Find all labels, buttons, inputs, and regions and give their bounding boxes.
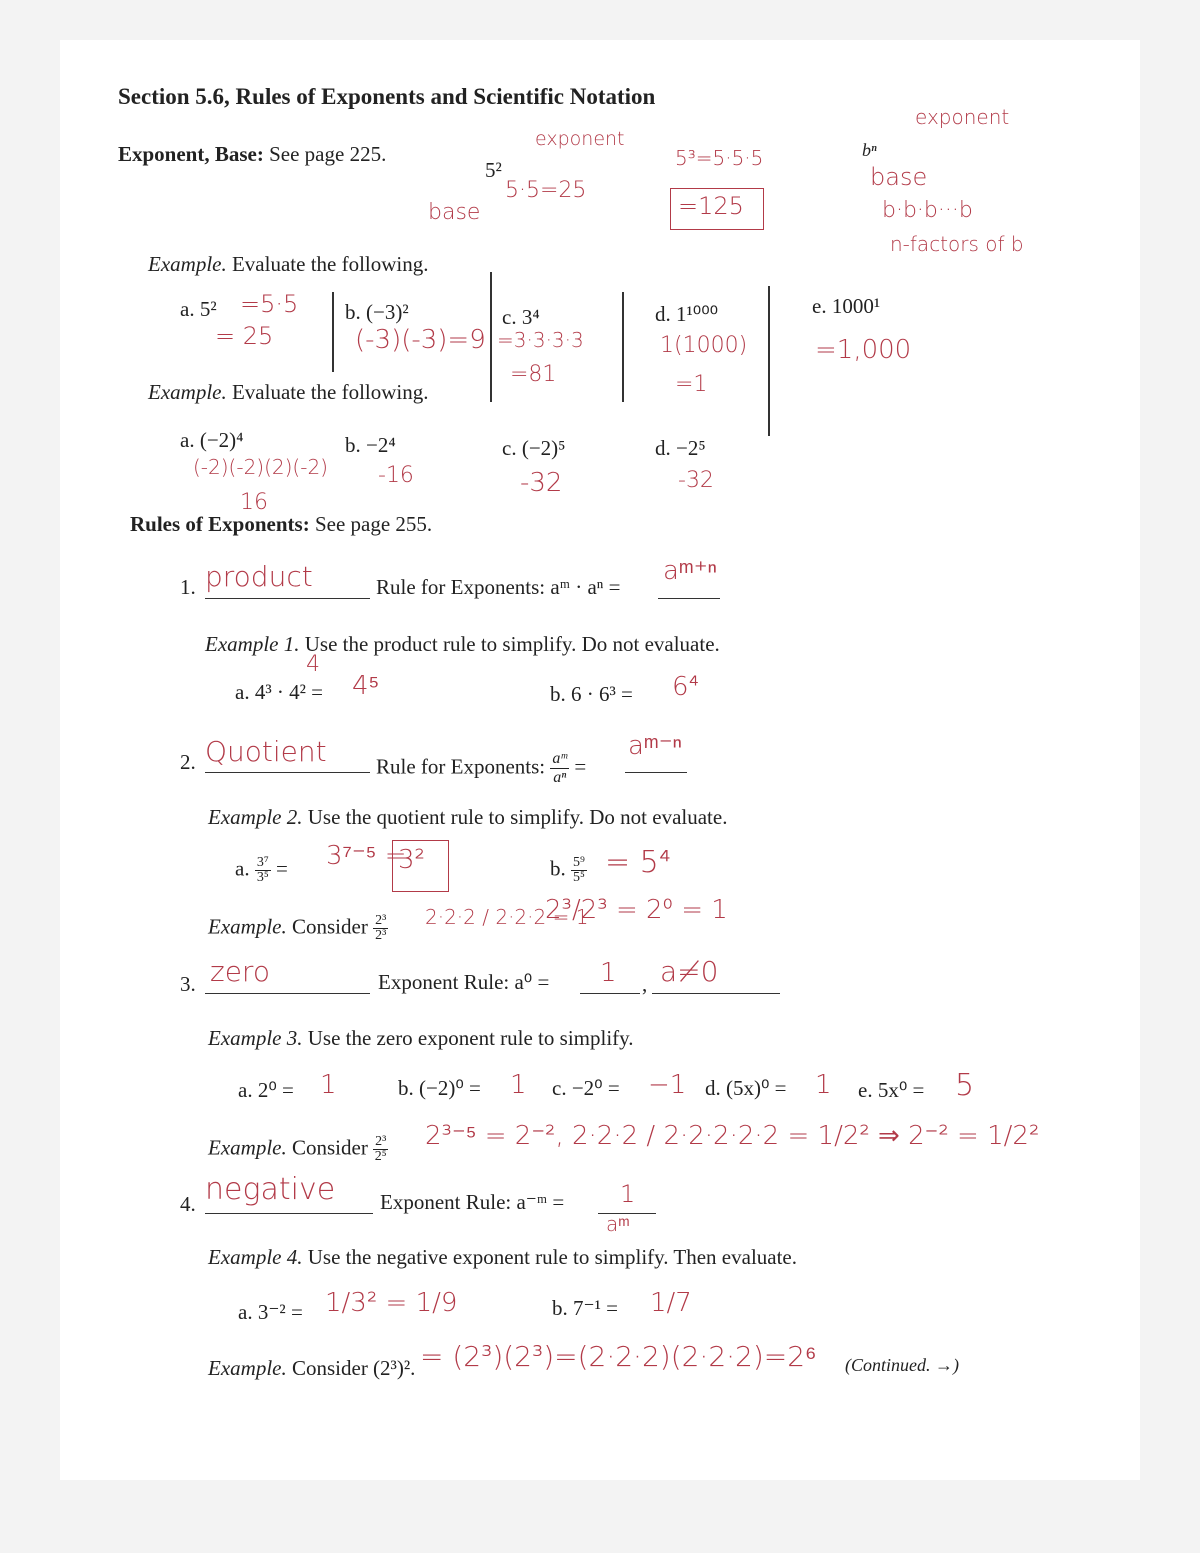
hw-rule2-consider1: 2·2·2 / 2·2·2 = 1 [425,905,589,929]
exp-base-example: 5² [485,158,502,182]
hw-rule4-name: negative [205,1172,336,1207]
exp-base-see: See page 225. [269,142,387,166]
rule3-c-den: 2⁵ [374,1149,387,1164]
rules-see: See page 255. [314,512,433,536]
ex2-a: a. (−2)⁴ [180,428,244,452]
hw-ex1-c2: =81 [510,362,557,387]
hw-rule3-e: 5 [955,1068,975,1103]
blank-line [652,993,780,994]
rule2-consider [208,914,388,943]
hw-base-label: base [428,200,481,225]
rule3-text: Exponent Rule: a⁰ = [378,970,550,994]
rule4-example-text: Use the negative exponent rule to simplify. Then evaluate. [307,1245,797,1269]
ex1-a: a. 5² [180,297,217,321]
continued-label: (Continued. →) [845,1355,959,1375]
rule2-frac-num: aᵐ [552,750,568,767]
ex2-c: c. (−2)⁵ [502,436,566,460]
hw-ex2-a1: (-2)(-2)(2)(-2) [193,455,328,479]
example-2-heading [148,380,429,405]
blank-line [625,772,687,773]
hw-ex1-a2: = 25 [215,322,274,350]
divider [332,292,334,372]
ex2-d: d. −2⁵ [655,436,706,460]
hw-ex1-d1: 1(1000) [660,333,748,358]
hw-rule4-a: 1/3² = 1/9 [325,1288,458,1318]
hw-ex2-a2: 16 [240,490,268,515]
hw-general-exponent: exponent [915,105,1010,129]
hw-rule1-answer: aᵐ⁺ⁿ [663,556,718,586]
ex1-d: d. 1¹⁰⁰⁰ [655,302,719,326]
rule2-num: 2. [180,750,196,774]
ex1-c: c. 3⁴ [502,305,540,329]
hw-rule3-c: −1 [648,1070,687,1100]
hw-rule4-num: 1 [620,1180,636,1208]
hw-rule1-a: 4⁵ [352,671,380,701]
rules-heading [130,512,432,537]
rule3-consider-em: Example. [208,1135,287,1160]
exp-base-line [118,142,386,167]
rule4-example [208,1245,797,1270]
hw-ex1-d2: =1 [675,372,708,397]
rule2-a-num: 3⁷ [256,855,269,870]
rule3-example [208,1026,634,1051]
hw-ex1-c1: =3·3·3·3 [497,328,584,352]
rule4-text: Exponent Rule: a⁻ᵐ = [380,1190,565,1214]
rule2-b-den: 5⁵ [573,870,585,885]
hw-rule3-d: 1 [815,1070,832,1100]
rule4-consider [208,1356,415,1381]
ex2-b: b. −2⁴ [345,433,396,457]
rule2-b [550,856,587,885]
hw-rule3-name: zero [210,955,270,988]
hw-rule2-b: = 5⁴ [605,845,671,880]
hw-rule4-b: 1/7 [650,1288,692,1318]
hw-rule4-consider: = (2³)(2³)=(2·2·2)(2·2·2)=2⁶ [420,1340,817,1373]
rule2-fraction [550,750,569,787]
rule2-example-text: Use the quotient rule to simplify. Do not evaluate. [307,805,728,829]
example-1-text: Evaluate the following. [231,252,429,276]
hw-rule4-den: aᵐ [606,1212,630,1236]
rule4-consider-em: Example. [208,1356,287,1380]
rule2-a-label: a. [235,856,250,881]
hw-rule1-name: product [205,560,313,593]
divider [490,272,492,402]
hw-ex2-b: -16 [378,463,414,488]
rule1-example-em: Example 1. [205,632,300,656]
rule4-num: 4. [180,1192,196,1216]
rule2-text-line [376,750,586,787]
rule1-example-text: Use the product rule to simplify. Do not evaluate. [304,632,720,656]
hw-rule3-consider: 2³⁻⁵ = 2⁻², 2·2·2 / 2·2·2·2·2 = 1/2² ⇒ 2⁻² = 1/2² [425,1121,1040,1151]
rule2-b-fraction [571,856,587,885]
rule4-b: b. 7⁻¹ = [552,1296,618,1320]
hw-rule2-a: 3⁷⁻⁵ = [326,841,407,871]
rule2-b-label: b. [550,856,566,881]
hw-rule3-a: 1 [320,1070,337,1100]
rule1-num: 1. [180,575,196,599]
blank-line [205,1213,373,1214]
rule1-text: Rule for Exponents: aᵐ · aⁿ = [376,575,621,599]
rule2-c-den: 2³ [375,928,387,943]
divider [768,286,770,436]
page-title: Section 5.6, Rules of Exponents and Scientific Notation [118,84,656,109]
hw-expand-1: 5·5=25 [505,178,587,203]
ex1-b: b. (−3)² [345,300,409,324]
rule3-b: b. (−2)⁰ = [398,1076,481,1100]
rule2-example-em: Example 2. [208,805,303,829]
hw-expand-2: 5³=5·5·5 [675,146,764,170]
rule3-example-text: Use the zero exponent rule to simplify. [307,1026,634,1050]
rule1-example [205,632,720,657]
general-power: bⁿ [862,140,877,160]
rule3-e: e. 5x⁰ = [858,1078,925,1102]
hw-ex2-c: -32 [520,468,563,498]
blank-line [205,993,370,994]
example-1-heading [148,252,429,277]
rule2-a-fraction [255,856,271,885]
rule3-consider-fraction [373,1135,388,1164]
rule3-comma: , [642,972,648,996]
hw-factors: n-factors of b [890,232,1024,256]
divider [622,292,624,402]
rule4-a: a. 3⁻² = [238,1300,303,1324]
hw-125: =125 [678,192,744,220]
blank-line [205,598,370,599]
rule2-consider-fraction [373,914,388,943]
blank-line [205,772,370,773]
hw-rule2-consider2: 2³/2³ = 2⁰ = 1 [545,895,728,925]
rule2-text: Rule for Exponents: [376,754,546,779]
rule3-consider-text: Consider [291,1135,368,1160]
rule3-consider [208,1135,388,1164]
rule4-example-em: Example 4. [208,1245,303,1269]
rule3-num: 3. [180,972,196,996]
rule2-eq: = [574,754,587,779]
hw-ex1-e: =1,000 [815,335,912,365]
hw-ex1-b: (-3)(-3)=9 [355,325,486,355]
hw-rule3-b: 1 [510,1070,527,1100]
rule4-consider-text: Consider (2³)². [291,1356,416,1380]
rule2-b-num: 5⁹ [573,855,585,870]
hw-rule2-name: Quotient [205,735,327,768]
rule2-c-num: 2³ [375,913,387,928]
rule2-a-eq: = [275,856,288,881]
hw-exponent-label: exponent [535,128,625,150]
ex1-e: e. 1000¹ [812,294,881,318]
hw-ex2-d: -32 [678,468,714,493]
rules-label: Rules of Exponents: [130,512,310,536]
hw-rule1-b: 6⁴ [672,672,699,702]
rule2-frac-den: aⁿ [553,769,567,786]
rule1-b: b. 6 · 6³ = [550,682,633,706]
hw-general-base: base [870,163,928,191]
rule2-example [208,805,727,830]
exp-base-label: Exponent, Base: [118,142,264,166]
hw-rule1-a-top: 4 [306,652,320,677]
hw-rule2-a-box-text: 3² [398,845,425,875]
rule3-d: d. (5x)⁰ = [705,1076,787,1100]
rule3-example-em: Example 3. [208,1026,303,1050]
rule2-consider-em: Example. [208,914,287,939]
hw-general-expand: b·b·b···b [882,198,973,223]
rule3-c-num: 2³ [375,1134,387,1149]
rule2-a [235,856,288,885]
example-1-em: Example. [148,252,227,276]
example-2-text: Evaluate the following. [231,380,429,404]
blank-line [580,993,640,994]
hw-rule2-answer: aᵐ⁻ⁿ [628,731,683,761]
hw-rule3-cond: a≠0 [660,955,719,988]
hw-rule3-answer: 1 [600,958,617,988]
example-2-em: Example. [148,380,227,404]
rule3-a: a. 2⁰ = [238,1078,294,1102]
rule2-consider-text: Consider [291,914,368,939]
rule3-c: c. −2⁰ = [552,1076,620,1100]
blank-line [658,598,720,599]
rule1-a: a. 4³ · 4² = [235,680,323,704]
rule2-a-den: 3⁵ [256,870,269,885]
hw-ex1-a1: =5·5 [240,290,299,318]
